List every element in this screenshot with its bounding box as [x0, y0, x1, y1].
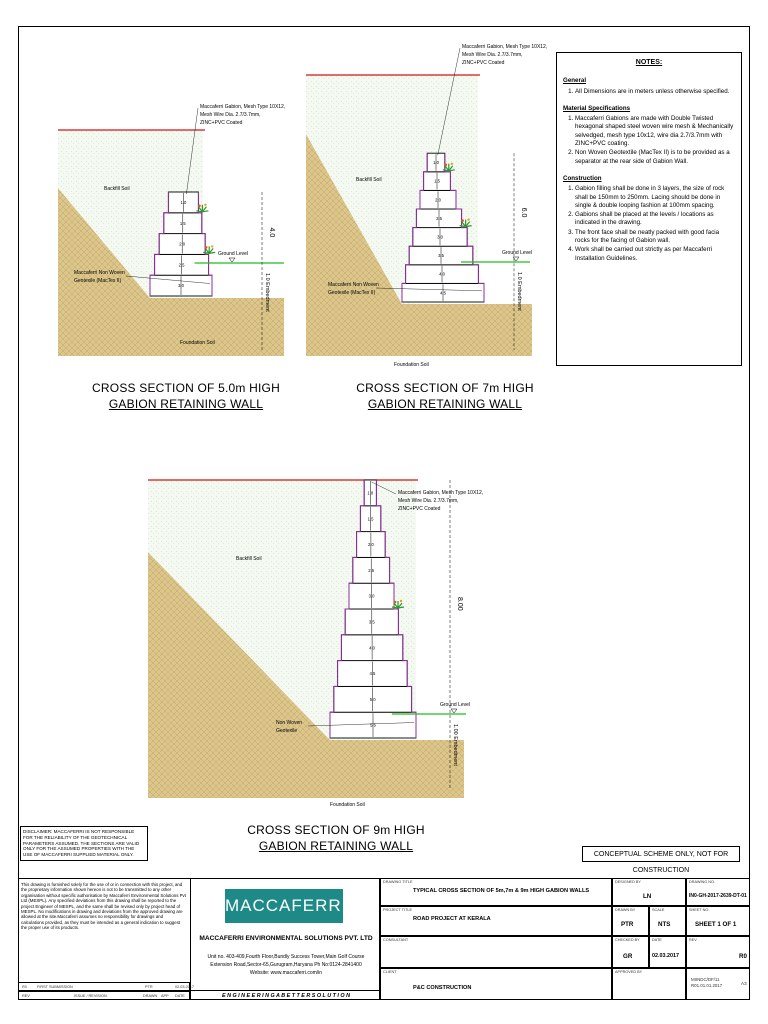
sheet-label: SHEET NO. — [689, 908, 710, 912]
gabion-width-label: 4.5 — [369, 671, 376, 677]
gabion-width-label: 4.5 — [440, 290, 446, 296]
rev-head-drawn: DRAWN — [143, 994, 158, 998]
foundation-label: Foundation Soil — [330, 802, 365, 808]
section-5m-drawing — [58, 104, 285, 356]
gabion-width-label: 3.5 — [438, 253, 444, 259]
rev: R0 — [739, 953, 747, 960]
company-panel — [190, 878, 380, 1000]
backfill-label: Backfill Soil — [356, 177, 382, 183]
consultant-label: CONSULTANT — [383, 938, 409, 942]
gabion-width-label: 2.5 — [178, 262, 185, 268]
foundation-label: Foundation Soil — [180, 340, 215, 346]
date-cell — [649, 936, 686, 968]
drawing-no: IN0-GH-2017-2639-DT-01 — [689, 893, 747, 899]
backfill-label: Backfill Soil — [236, 556, 262, 562]
mesh-spec-label: Maccaferri Gabion, Mesh Type 10X12, — [398, 490, 484, 496]
gabion-width-label: 3.0 — [368, 593, 375, 599]
gabion-width-label: 2.0 — [435, 197, 441, 203]
rev-head-issue: ISSUE / REVISION — [74, 994, 107, 998]
ground-level-label: Ground Level — [502, 250, 533, 256]
title-block — [18, 878, 750, 1000]
form-code: MIINDC/DF/11 — [691, 977, 720, 982]
revision-date: 02.03.2017 — [175, 985, 195, 989]
drawing-title-label: DRAWING TITLE — [383, 880, 413, 884]
drawn-by: PTR — [621, 921, 634, 928]
project-title-label: PROJECT TITLE — [383, 908, 412, 912]
project-title-cell — [380, 906, 612, 936]
ground-level-label: Ground Level — [218, 251, 249, 257]
notes-general-list — [563, 88, 735, 96]
rev-head-rev: REV — [22, 994, 30, 998]
gabion-width-label: 3.0 — [178, 283, 184, 289]
caption-5m-title: CROSS SECTION OF 5.0m HIGH — [92, 381, 280, 395]
drawn-by-cell — [612, 906, 649, 936]
drawing-title-cell — [380, 878, 612, 906]
notes-construction-item: 3. The front face shall be neatly packed with good facia rocks for the facing of Gabion wall. — [575, 229, 735, 246]
consultant-cell — [380, 936, 612, 968]
caption-9m-subtitle: GABION RETAINING WALL — [258, 839, 414, 853]
height-dimension-label: 8.00 — [456, 597, 463, 611]
mesh-spec-label: Maccaferri Gabion, Mesh Type 10X12, — [200, 104, 286, 110]
caption-7m-title: CROSS SECTION OF 7m HIGH — [356, 381, 534, 395]
drawing-title: TYPICAL CROSS SECTION OF 5m,7m & 9m HIGH GABION WALLS — [413, 888, 590, 894]
caption-7m — [345, 380, 545, 412]
company-address — [191, 953, 381, 977]
gabion-width-label: 4.0 — [439, 271, 445, 277]
notes-construction-item: 4. Work shall be carried out strictly as per Maccaferri Installation Guidelines. — [575, 246, 735, 263]
gabion-width-label: 3.5 — [368, 619, 375, 625]
gabion-width-label: 4.0 — [369, 645, 376, 651]
geotextile-label: Geotexile (MacTex II) — [74, 278, 122, 284]
gabion-width-label: 1.0 — [433, 160, 439, 166]
sheet-cell — [686, 906, 750, 936]
mesh-spec-label: ZINC+PVC Coated — [200, 120, 243, 126]
client-name: P&C CONSTRUCTION — [413, 985, 472, 991]
gabion-width-label: 5.5 — [370, 722, 376, 728]
disclaimer-box: DISCLAIMER: MACCAFERRI IS NOT RESPONSIBLE FOR THE RELIABILITY OF THE GEOTECHNICAL PARAMETERS ASSUMED. THE SECTIONS ARE VALID ONLY FOR THE ASSUMED PROPERTIES WITH THE USE OF MACCAFERRI SUPPLIED MATERIAL ONLY. — [20, 826, 148, 861]
gabion-width-label: 1.5 — [179, 220, 186, 226]
revision-code: R0 — [22, 985, 27, 989]
mesh-spec-label: ZINC+PVC Coated — [398, 506, 441, 512]
rev-cell — [686, 936, 750, 968]
designed-by: LN — [643, 893, 652, 900]
mesh-spec-label: Mesh Wire Dia. 2.7/3.7mm, — [200, 112, 261, 118]
mesh-spec-label: Mesh Wire Dia. 2.7/3.7mm, — [462, 52, 523, 58]
rev-head-date: DATE — [175, 994, 185, 998]
caption-5m-subtitle: GABION RETAINING WALL — [108, 397, 264, 411]
revision-row — [18, 982, 195, 991]
foundation-label: Foundation Soil — [394, 362, 429, 368]
gabion-width-label: 5.0 — [369, 696, 376, 702]
revision-header — [18, 991, 190, 1000]
scale: NTS — [658, 921, 671, 928]
gabion-width-label: 2.5 — [436, 215, 442, 221]
project-title: ROAD PROJECT AT KERALA — [413, 916, 491, 922]
section-7m-drawing — [306, 44, 547, 368]
geotextile-label: Maccaferri Non Woven — [328, 282, 379, 288]
caption-5m — [86, 380, 286, 412]
date-label: DATE — [652, 938, 662, 942]
height-dimension-label: 6.0 — [520, 207, 527, 218]
embedment-label: 1.0 Embedment — [516, 272, 522, 311]
notes-general-heading: General — [563, 77, 587, 85]
notes-material-list — [563, 115, 735, 166]
caption-9m — [236, 822, 436, 854]
designed-by-label: DESIGNED BY — [615, 880, 641, 884]
sheet-number: SHEET 1 OF 1 — [695, 921, 737, 928]
caption-9m-title: CROSS SECTION OF 9m HIGH — [247, 823, 425, 837]
gabion-width-label: 2.5 — [368, 567, 375, 573]
gabion-width-label: 1.0 — [367, 490, 374, 496]
notes-title: NOTES: — [635, 59, 663, 66]
notes-panel — [556, 52, 742, 366]
drawing-no-cell — [686, 878, 750, 906]
height-dimension-label: 4.0 — [268, 227, 275, 238]
embedment-label: 1.0 Embedment — [264, 273, 270, 312]
scale-label: SCALE — [652, 908, 665, 912]
address-line: Unit no. 403-409,Fourth Floor,Bundly Success Tower,Main Golf Course — [207, 954, 365, 960]
slogan: E N G I N E E R I N G A B E T T E R S O L U T I O N — [191, 990, 381, 1002]
geotextile-label: Geotexile — [276, 728, 298, 734]
gabion-width-label: 1.5 — [434, 178, 440, 184]
approved-by-cell — [612, 968, 686, 1000]
designed-by-cell — [612, 878, 686, 906]
gabion-width-label: 1.5 — [367, 516, 374, 522]
embedment-label: 1.00 Embedment — [452, 724, 458, 766]
ground-level-marker — [451, 709, 457, 713]
checked-by-cell — [612, 936, 649, 968]
gabion-width-label: 2.0 — [367, 542, 374, 548]
revision-issue: FIRST SUBMISSION — [37, 985, 73, 989]
date: 02.03.2017 — [652, 953, 679, 959]
gabion-width-label: 2.0 — [179, 241, 186, 247]
conceptual-stamp: CONCEPTUAL SCHEME ONLY, NOT FOR CONSTRUCTION — [582, 846, 740, 862]
form-revision: R01.01.01.2017 — [691, 983, 723, 988]
geotextile-label: Geotexile (MacTex II) — [328, 290, 376, 296]
notes-construction-item: 1. Gabion filling shall be done in 3 layers, the size of rock shall be 150mm to 250mm. Lacing should be done in single & double looping fashion at 100mm spacing. — [575, 185, 735, 210]
form-cell — [686, 968, 750, 1000]
scale-cell — [649, 906, 686, 936]
revision-drawn: PTR — [145, 985, 153, 989]
checked-by-label: CHECKED BY — [615, 938, 640, 942]
website-link[interactable]: Website: www.maccaferri.com/in — [249, 970, 323, 976]
client-cell — [380, 968, 612, 1000]
section-9m-drawing — [148, 480, 483, 808]
drawn-by-label: DRAWN BY — [615, 908, 636, 912]
notes-construction-item: 2. Gabions shall be placed at the levels / locations as indicated in the drawing. — [575, 211, 735, 228]
client-label: CLIENT — [383, 970, 397, 974]
drawing-no-label: DRAWING NO. — [689, 880, 716, 884]
notes-material-heading: Material Specifications — [563, 104, 631, 112]
approved-by-label: APPROVED BY — [615, 970, 643, 974]
company-name: MACCAFERRI ENVIRONMENTAL SOLUTIONS PVT. LTD — [199, 935, 373, 942]
gabion-width-label: 1.0 — [180, 200, 187, 205]
notes-material-item: 1. Maccaferri Gabions are made with Double Twisted hexagonal shaped steel woven wire mesh & Mechanically selvedged, mesh type 10x12, wire dia 2.7/3.7mm with ZINC+PVC coating. — [575, 115, 735, 148]
ground-level-label: Ground Level — [440, 702, 471, 708]
mesh-spec-label: Maccaferri Gabion, Mesh Type 10X12, — [462, 44, 548, 50]
rev-head-app: APP — [161, 994, 169, 998]
geotextile-label: Maccaferri Non Woven — [74, 270, 125, 276]
ground-level-marker — [229, 258, 235, 262]
sheet-size: A3 — [741, 981, 747, 986]
notes-construction-list — [563, 185, 735, 263]
backfill-label: Backfill Soil — [104, 186, 130, 192]
rev-label: REV — [689, 938, 697, 942]
notes-construction-heading: Construction — [563, 174, 602, 182]
mesh-spec-label: Mesh Wire Dia. 2.7/3.7mm, — [398, 498, 459, 504]
notes-general-item: 1. All Dimensions are in meters unless otherwise specified. — [575, 88, 735, 96]
mesh-spec-label: ZINC+PVC Coated — [462, 60, 505, 66]
geotextile-label: Non Woven — [276, 720, 303, 726]
address-line: Extension Road,Sector-65,Gurugram,Haryana Ph No:0124-2841400 — [210, 962, 362, 968]
legal-notice: This drawing is furnished solely for the use of or in connection with this project, and the proprietary information shown hereon is not to be transmitted to any other organisation without specific authorisation by Maccaferri Environmental Solutions Pvt Ltd (MESPL). Any specified deviations from this drawing shall be reported to the project Engineer of MESPL, and the same shall be revised only by project head of MESPL. No modifications in drawing and deviations from the approved drawing are allowed at the site.Maccaferri assumes no responsibility for drawings and calculations provided, as they must be intended as a general indication to suggest the proper use of its products. — [18, 878, 190, 982]
caption-7m-subtitle: GABION RETAINING WALL — [367, 397, 523, 411]
checked-by: GR — [623, 953, 633, 960]
gabion-width-label: 3.0 — [437, 234, 443, 240]
notes-material-item: 2. Non Woven Geotextile (MacTex II) is to be provided as a separator at the rear side of Gabion Wall. — [575, 149, 735, 166]
maccaferri-logo: MACCAFERRI — [225, 889, 343, 923]
